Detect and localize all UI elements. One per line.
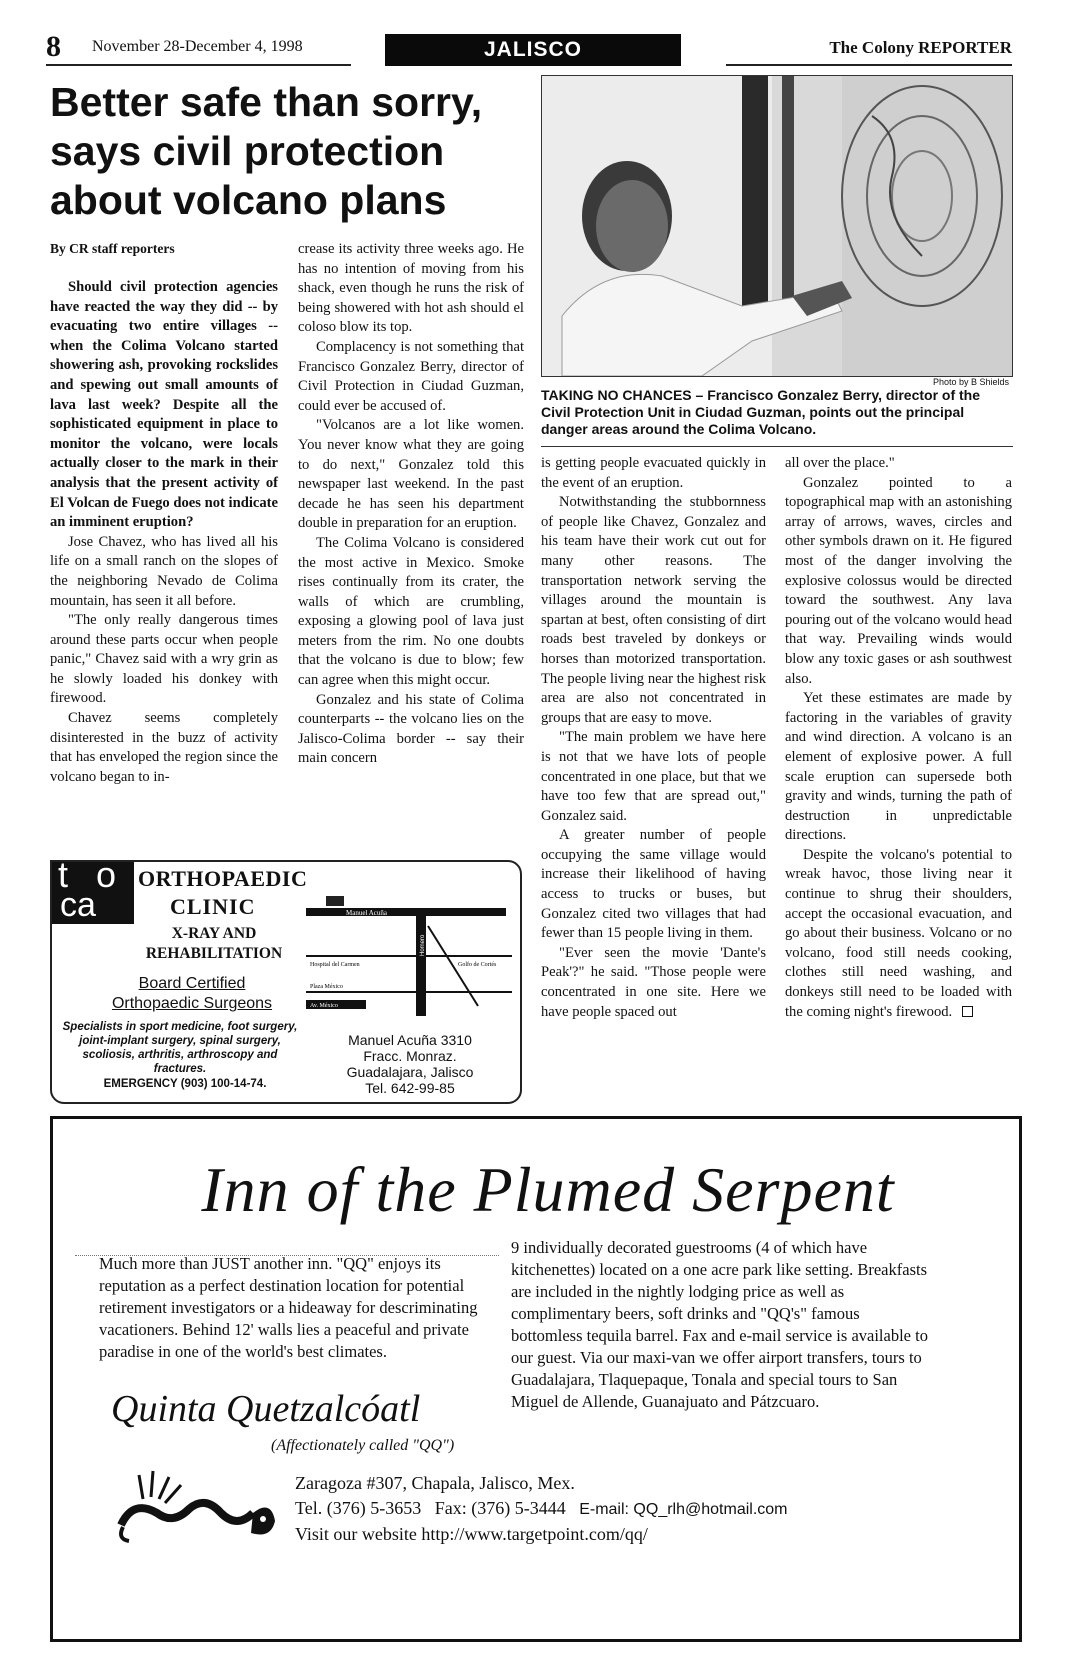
map-label: Homero (420, 934, 426, 956)
address-line: Tel. 642-99-85 (365, 1080, 455, 1096)
clinic-services: X-RAY AND REHABILITATION (145, 925, 283, 962)
inn-title: Inn of the Plumed Serpent (201, 1154, 895, 1225)
paragraph: all over the place." (785, 455, 895, 471)
section-tag: JALISCO (385, 34, 681, 66)
map-label: Hospital del Carmen (310, 962, 360, 968)
article-column-4 (785, 454, 1012, 1022)
inn-name: Quinta Quetzalcóatl (111, 1388, 421, 1430)
address-line: Guadalajara, Jalisco (346, 1064, 474, 1080)
byline: By CR staff reporters (50, 241, 175, 256)
paragraph: crease its activity three weeks ago. He has no intention of moving from his shack, even though he runs the risk of being showered with hot ash should el coloso blow its top. (298, 241, 524, 336)
header-rule (726, 64, 1012, 66)
inn-phone: Tel. (376) 5-3653 (295, 1498, 422, 1518)
paragraph: "Ever seen the movie 'Dante's Peak'?" he said. "Those people were concentrated in one site. Here we have people spaced out (541, 944, 766, 1020)
inn-amenities: 9 individually decorated guestrooms (4 of which have kitchenettes) located on a one acre park like setting. Breakfasts are included in the nightly lodging price as well as complimentary beers, soft drinks and "QQ's" famous bottomless tequila barrel. Fax and e-mail service is available to our guest. Via our maxi-van we offer airport transfers, tours to Guadalajara, Tlaquepaque, Tonala and special tours to San Miguel de Allende, Guanajuato and Pátzcuaro. (511, 1238, 928, 1411)
lead-paragraph: Should civil protection agencies have reacted the way they did -- by evacuating two entire villages -- when the Colima Volcano started showering ash, provoking rockslides and spewing out small amounts of lava last week? Despite all the sophisticated equipment in place to monitor the volcano, were locals actually closer to the mark in their analysis that the present activity of El Volcan de Fuego does not indicate an imminent eruption? (50, 279, 278, 531)
paragraph: "Volcanos are a lot like women. You never know what they are going to do next," Gonzalez told this newspaper last weekend. In the past decade he has seen his department double in preparation for an eruption. (298, 417, 524, 532)
headline: Better safe than sorry, says civil protection about volcano plans (50, 79, 483, 223)
clinic-certification (72, 974, 312, 1014)
header-rule (46, 64, 351, 66)
clinic-specialties: Specialists in sport medicine, foot surgery, joint-implant surgery, spinal surgery, scoliosis, arthritis, arthroscopy and fractures. (62, 1021, 298, 1075)
serpent-icon (113, 1469, 281, 1549)
emergency-phone: EMERGENCY (903) 100-14-74. (103, 1078, 267, 1090)
paragraph: A greater number of people occupying the same village would increase their likelihood of having access to trucks or buses, but Gonzalez cited two villages that had fewer than 15 people living in them. (541, 827, 766, 942)
clinic-address (308, 1032, 512, 1096)
logo-letter: t (58, 860, 69, 895)
inn-fax: Fax: (376) 5-3444 (434, 1498, 566, 1518)
paragraph: is getting people evacuated quickly in the event of an eruption. (541, 455, 766, 491)
paragraph: Chavez seems completely disinterested in the buzz of activity that has enveloped the region since the volcano began to in- (50, 710, 278, 785)
paragraph: "The only really dangerous times around these parts occur when people panic," Chavez said with a wry grin as he slowly loaded his donkey with firewood. (50, 612, 278, 707)
inn-phone-row (295, 1496, 788, 1522)
logo-letter: o (96, 860, 117, 895)
photo-caption: TAKING NO CHANCES – Francisco Gonzalez Berry, director of the Civil Protection Unit in Ciudad Guzman, points out the principal danger areas around the Colima Volcano. (541, 387, 981, 437)
issue-date: November 28-December 4, 1998 (92, 38, 303, 55)
inn-description: Much more than JUST another inn. "QQ" enjoys its reputation as a perfect destination location for potential retirement investigators or a hideaway for descriminating vacationers. Behind 12' walls lies a peaceful and private paradise in one of the world's best climates. (99, 1254, 478, 1361)
map-street (416, 916, 426, 1016)
paragraph: Gonzalez and his state of Colima counterparts -- the volcano lies on the Jalisco-Colima border -- say their main concern (298, 691, 524, 767)
paragraph: Complacency is not something that Francisco Gonzalez Berry, director of Civil Protection in Ciudad Guzman, could ever be accused of. (298, 338, 524, 414)
inn-nickname: (Affectionately called "QQ") (271, 1437, 455, 1454)
clinic-name-sub: CLINIC (170, 894, 256, 919)
paragraph: The Colima Volcano is considered the most active in Mexico. Smoke rises continually from its crater, the walls of which are crumbling, exposing a glowing pool of lava just meters from the rim. No one doubts that the volcano is due to blow; few can agree when this might occur. (298, 534, 524, 689)
paragraph: Jose Chavez, who has lived all his life on a small ranch on the slopes of the neighboring Nevado de Colima mountain, has seen it all before. (50, 533, 278, 609)
article-column-3 (541, 454, 766, 1022)
news-photo (541, 75, 1013, 377)
paragraph: "The main problem we have here is not that we have lots of people concentrated in one place, but that we have too few that are spread out," Gonzalez said. (541, 729, 766, 824)
paragraph: Notwithstanding the stubbornness of people like Chavez, Gonzalez and his team have their work cut out for many other reasons. The transportation network serving the villages around the mountain is spartan at best, often consisting of dirt roads best traveled by donkeys or horses than motorized transportation. The people living near the highest risk area are also not concentrated in groups that are easy to move. (541, 494, 766, 726)
paragraph: Yet these estimates are made by factoring in the variables of gravity and wind direction. A volcano is an element of explosive power. A full scale eruption can supersede both gravity and winds, turning the path of destruction in unpredictable directions. (785, 690, 1012, 844)
cert-line: Board Certified (138, 975, 246, 992)
location-map (306, 896, 512, 1016)
clinic-ad (50, 860, 522, 1104)
cert-line: Orthopaedic Surgeons (111, 995, 273, 1012)
address-line: Manuel Acuña 3310 (348, 1032, 472, 1048)
map-label: Manuel Acuña (346, 909, 388, 917)
clinic-logo (52, 862, 134, 924)
map-marker-icon (326, 896, 344, 906)
address-line: Fracc. Monraz. (363, 1048, 457, 1064)
newspaper-name: The Colony REPORTER (829, 38, 1012, 57)
clinic-name: ORTHOPAEDIC (138, 866, 308, 891)
article-column-2 (298, 240, 524, 769)
map-street (306, 908, 506, 916)
paragraph: Gonzalez pointed to a topographical map with an astonishing array of arrows, waves, circles and other symbols drawn on it. He figured most of the danger involving the explosive colossus would be directed toward the southwest. Any lava pouring out of the volcano would head that way. Prevailing winds would blow any toxic gases or ash southwest also. (785, 474, 1012, 687)
inn-ad (50, 1116, 1022, 1642)
end-mark-icon (962, 1006, 973, 1017)
photo-illustration (542, 76, 1012, 376)
paragraph-text: Despite the volcano's potential to wreak havoc, those living near it continue to shrug their shoulders, accept the occasional evacuation, and go about their business. Volcano or no volcano, food still needs cooking, clothes still need washing, and donkeys still need to be loaded with the coming night's firewood. (785, 846, 1012, 1020)
paragraph (785, 846, 1012, 1022)
caption-rule (541, 446, 1013, 447)
logo-letters: ca (60, 886, 96, 924)
inn-address: Zaragoza #307, Chapala, Jalisco, Mex. (295, 1473, 575, 1493)
inn-website: Visit our website http://www.targetpoint.com/qq/ (295, 1524, 648, 1544)
inn-contact (295, 1471, 788, 1547)
map-label: Golfo de Cortés (458, 962, 497, 968)
article-column-1 (50, 278, 278, 787)
page-number: 8 (46, 30, 61, 63)
photo-credit: Photo by B Shields (932, 377, 1009, 387)
map-label: Av. México (310, 1003, 338, 1009)
inn-email: E-mail: QQ_rlh@hotmail.com (579, 1501, 788, 1518)
map-label: Plaza México (310, 984, 343, 990)
